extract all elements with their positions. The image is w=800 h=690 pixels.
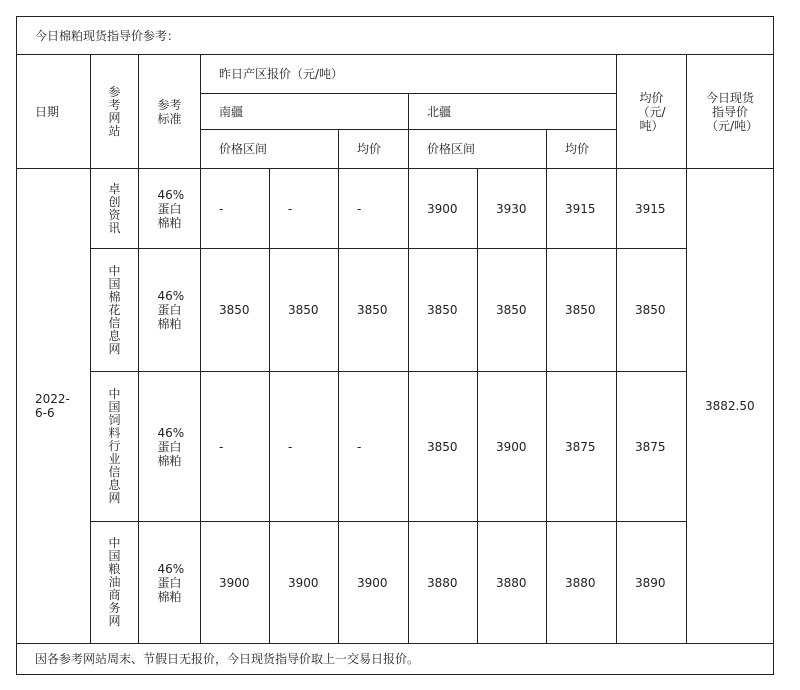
north-high-cell: 3900 bbox=[478, 372, 547, 522]
header-site: 参考网站 bbox=[91, 55, 139, 169]
header-north-price-range: 价格区间 bbox=[409, 130, 547, 169]
north-low-cell: 3850 bbox=[409, 372, 478, 522]
standard-cell: 46%蛋白棉粕 bbox=[139, 372, 201, 522]
south-low-cell: - bbox=[201, 372, 270, 522]
header-south-price-range: 价格区间 bbox=[201, 130, 339, 169]
header-south: 南疆 bbox=[201, 94, 409, 130]
south-high-cell: - bbox=[270, 372, 339, 522]
north-high-cell: 3850 bbox=[478, 249, 547, 372]
header-north-avg: 均价 bbox=[547, 130, 617, 169]
north-low-cell: 3900 bbox=[409, 169, 478, 249]
date-cell: 2022-6-6 bbox=[17, 169, 91, 644]
header-south-avg: 均价 bbox=[339, 130, 409, 169]
south-high-cell: 3850 bbox=[270, 249, 339, 372]
price-table bbox=[16, 16, 774, 675]
price-reference-document bbox=[16, 16, 773, 674]
south-low-cell: - bbox=[201, 169, 270, 249]
standard-cell: 46%蛋白棉粕 bbox=[139, 249, 201, 372]
avg-cell: 3850 bbox=[617, 249, 687, 372]
south-avg-cell: 3900 bbox=[339, 522, 409, 644]
north-avg-cell: 3880 bbox=[547, 522, 617, 644]
north-avg-cell: 3875 bbox=[547, 372, 617, 522]
north-avg-cell: 3915 bbox=[547, 169, 617, 249]
north-low-cell: 3850 bbox=[409, 249, 478, 372]
header-today-guide: 今日现货指导价（元/吨） bbox=[687, 55, 774, 169]
footnote: 因各参考网站周末、节假日无报价，今日现货指导价取上一交易日报价。 bbox=[17, 644, 774, 675]
table-row bbox=[17, 372, 774, 522]
site-cell: 中国棉花信息网 bbox=[91, 249, 139, 372]
standard-cell: 46%蛋白棉粕 bbox=[139, 522, 201, 644]
header-north: 北疆 bbox=[409, 94, 617, 130]
header-yesterday-quote: 昨日产区报价（元/吨） bbox=[201, 55, 617, 94]
table-row bbox=[17, 249, 774, 372]
today-guide-price-cell: 3882.50 bbox=[687, 169, 774, 644]
header-standard: 参考标准 bbox=[139, 55, 201, 169]
header-date: 日期 bbox=[17, 55, 91, 169]
site-cell: 中国粮油商务网 bbox=[91, 522, 139, 644]
avg-cell: 3915 bbox=[617, 169, 687, 249]
table-row bbox=[17, 169, 774, 249]
site-cell: 卓创资讯 bbox=[91, 169, 139, 249]
avg-cell: 3890 bbox=[617, 522, 687, 644]
site-cell: 中国饲料行业信息网 bbox=[91, 372, 139, 522]
south-high-cell: 3900 bbox=[270, 522, 339, 644]
header-avg-price: 均价（元/吨） bbox=[617, 55, 687, 169]
north-high-cell: 3880 bbox=[478, 522, 547, 644]
standard-cell: 46%蛋白棉粕 bbox=[139, 169, 201, 249]
south-high-cell: - bbox=[270, 169, 339, 249]
south-avg-cell: - bbox=[339, 372, 409, 522]
north-high-cell: 3930 bbox=[478, 169, 547, 249]
south-low-cell: 3850 bbox=[201, 249, 270, 372]
north-low-cell: 3880 bbox=[409, 522, 478, 644]
table-caption: 今日棉粕现货指导价参考： bbox=[17, 17, 774, 55]
avg-cell: 3875 bbox=[617, 372, 687, 522]
table-row bbox=[17, 522, 774, 644]
north-avg-cell: 3850 bbox=[547, 249, 617, 372]
south-low-cell: 3900 bbox=[201, 522, 270, 644]
south-avg-cell: 3850 bbox=[339, 249, 409, 372]
south-avg-cell: - bbox=[339, 169, 409, 249]
